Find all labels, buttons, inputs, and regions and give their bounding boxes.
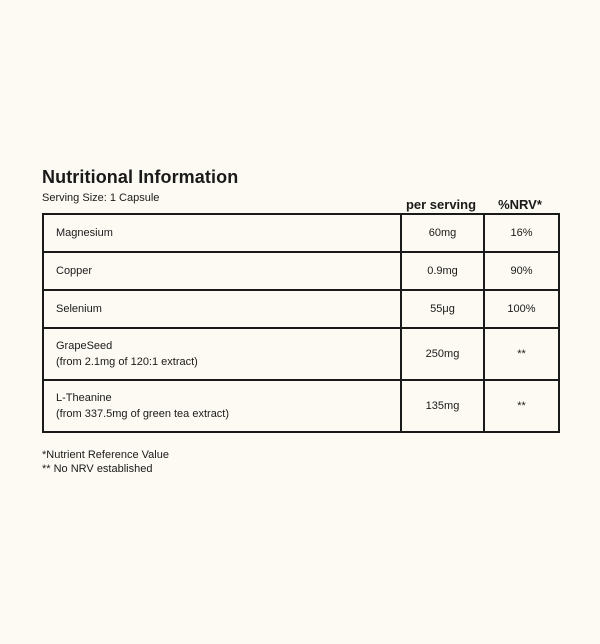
- amount-per-serving: 60mg: [401, 214, 484, 252]
- nrv-percent: 16%: [484, 214, 559, 252]
- nutrient-name: GrapeSeed: [56, 340, 113, 352]
- page-title: Nutritional Information: [42, 167, 239, 187]
- table-row: [43, 214, 559, 252]
- table-row: [43, 290, 559, 328]
- table-row: [43, 328, 559, 380]
- footnotes: [42, 448, 169, 476]
- nutrient-name: Selenium: [43, 290, 401, 328]
- footnote-no-nrv: ** No NRV established: [42, 463, 153, 475]
- nutrition-table: [42, 213, 560, 433]
- amount-per-serving: 250mg: [401, 328, 484, 380]
- nrv-percent: 90%: [484, 252, 559, 290]
- nutrient-name: Copper: [43, 252, 401, 290]
- nrv-percent: **: [484, 328, 559, 380]
- nutrient-name: Magnesium: [43, 214, 401, 252]
- column-header-nrv: %NRV*: [498, 197, 542, 212]
- table-row: [43, 252, 559, 290]
- nutrient-name: L-Theanine: [56, 392, 112, 404]
- nutrient-source-note: (from 337.5mg of green tea extract): [56, 408, 230, 420]
- nutrient-source-note: (from 2.1mg of 120:1 extract): [56, 356, 198, 368]
- nrv-percent: 100%: [484, 290, 559, 328]
- serving-size: Serving Size: 1 Capsule: [42, 192, 160, 204]
- nrv-percent: **: [484, 380, 559, 432]
- column-header-per-serving: per serving: [405, 197, 477, 212]
- nutrient-cell: [43, 328, 401, 380]
- footnote-nrv: *Nutrient Reference Value: [42, 449, 169, 461]
- amount-per-serving: 135mg: [401, 380, 484, 432]
- nutrient-cell: [43, 380, 401, 432]
- amount-per-serving: 0.9mg: [401, 252, 484, 290]
- amount-per-serving: 55μg: [401, 290, 484, 328]
- table-row: [43, 380, 559, 432]
